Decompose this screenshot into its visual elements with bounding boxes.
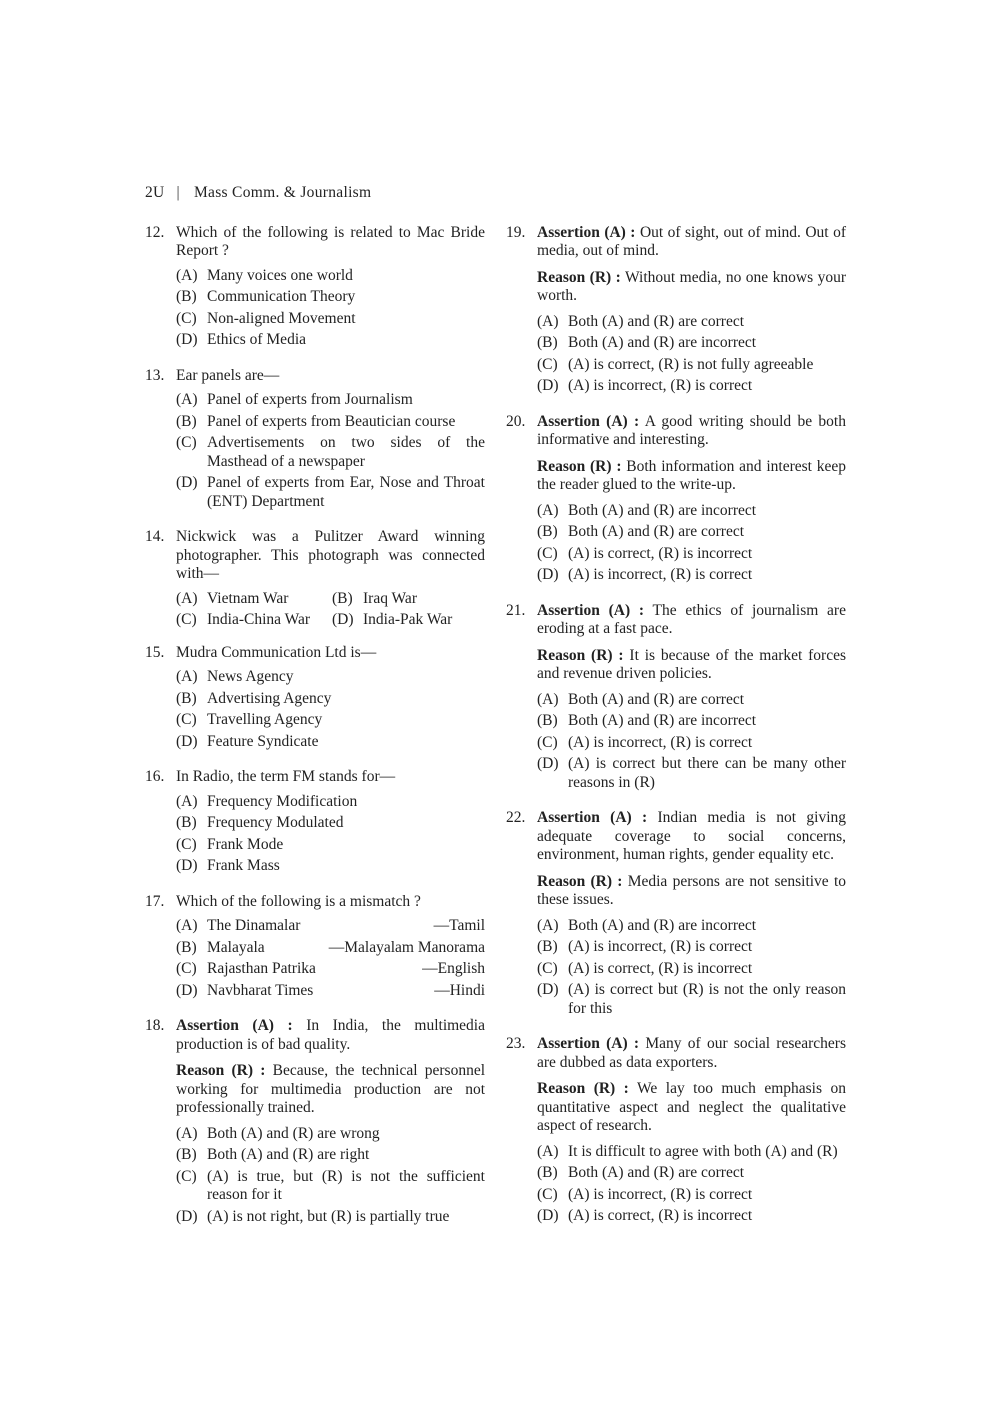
option-label: (B) — [176, 1146, 197, 1163]
option-label: (C) — [176, 434, 197, 451]
option-match-value: —Hindi — [434, 981, 485, 999]
option-label: (C) — [537, 733, 558, 751]
option-label: (C) — [537, 544, 558, 562]
option-item — [176, 611, 332, 630]
option-text: (A) is correct, (R) is incorrect — [568, 1207, 753, 1224]
question-15 — [145, 644, 485, 755]
option-text: Non-aligned Movement — [207, 309, 356, 327]
option-label: (B) — [537, 938, 558, 955]
question-body — [176, 893, 485, 1004]
option-label: (D) — [537, 377, 559, 394]
option-label: (D) — [176, 1207, 198, 1225]
question-body — [537, 602, 846, 796]
option-item — [176, 814, 485, 833]
question-16 — [145, 768, 485, 879]
option-item — [176, 391, 485, 410]
option-label: (A) — [176, 391, 198, 408]
option-label: (D) — [176, 732, 198, 750]
option-item — [537, 960, 846, 979]
assertion-label: Assertion (A) : — [537, 412, 640, 430]
question-body — [176, 528, 485, 630]
option-text: (A) is true, but (R) is not the sufficient reason for it — [207, 1167, 485, 1203]
question-17 — [145, 893, 485, 1004]
page-number-label: 2U — [145, 184, 165, 201]
assertion-text: Indian media is not giving adequate coverage to social concerns, environment, human rights, gender equality etc. — [537, 809, 846, 863]
question-number: 23. — [506, 1035, 526, 1052]
question-12 — [145, 224, 485, 353]
option-item — [537, 734, 846, 753]
option-label: (A) — [537, 312, 559, 330]
option-text: (A) is correct, (R) is incorrect — [568, 544, 753, 562]
question-number: 19. — [506, 223, 526, 241]
question-22 — [506, 809, 846, 1021]
reason-paragraph — [537, 458, 846, 495]
question-19 — [506, 224, 846, 399]
option-label: (B) — [176, 412, 197, 430]
option-label: (B) — [176, 288, 197, 305]
option-text: Both (A) and (R) are incorrect — [568, 712, 757, 729]
option-text: Frequency Modification — [207, 792, 358, 810]
option-text: Navbharat Times — [207, 981, 314, 999]
option-item — [176, 690, 485, 709]
question-body — [176, 644, 485, 755]
option-item — [537, 545, 846, 564]
option-item — [176, 267, 485, 286]
question-number: 15. — [145, 643, 165, 661]
question-body — [537, 413, 846, 588]
option-text: Panel of experts from Journalism — [207, 391, 413, 408]
question-13 — [145, 367, 485, 515]
option-text: Panel of experts from Beautician course — [207, 412, 456, 430]
option-text: Ethics of Media — [207, 331, 307, 348]
option-text: Both (A) and (R) are correct — [568, 312, 745, 330]
option-grid — [176, 590, 485, 630]
question-21 — [506, 602, 846, 796]
reason-text: Without media, no one knows your worth. — [537, 268, 846, 304]
option-item — [176, 793, 485, 812]
option-label: (A) — [176, 589, 198, 607]
option-label: (C) — [537, 1185, 558, 1203]
question-number: 12. — [145, 223, 165, 241]
option-label: (A) — [537, 690, 559, 708]
page-content — [145, 184, 847, 1243]
question-text: Nickwick was a Pulitzer Award winning photographer. This photograph was connected with— — [176, 528, 485, 582]
option-text: (A) is incorrect, (R) is correct — [568, 566, 753, 583]
option-label: (D) — [332, 611, 354, 628]
option-label: (B) — [537, 712, 558, 729]
option-item — [537, 377, 846, 396]
option-text: Communication Theory — [207, 288, 356, 305]
option-label: (A) — [176, 266, 198, 284]
option-label: (D) — [176, 331, 198, 348]
option-text: Panel of experts from Ear, Nose and Throat (ENT) Department — [207, 474, 485, 510]
assertion-paragraph — [537, 809, 846, 865]
assertion-text: Many of our social researchers are dubbed as data exporters. — [537, 1035, 846, 1071]
question-number: 21. — [506, 601, 526, 619]
option-text: Both (A) and (R) are incorrect — [568, 334, 757, 351]
option-label: (C) — [176, 711, 197, 728]
question-body — [176, 768, 485, 879]
question-text: In Radio, the term FM stands for— — [176, 768, 396, 785]
option-label: (D) — [537, 981, 559, 998]
option-text: (A) is correct but there can be many other reasons in (R) — [568, 755, 846, 791]
option-text: Vietnam War — [207, 589, 289, 607]
option-label: (B) — [537, 334, 558, 351]
option-item — [176, 1146, 485, 1165]
assertion-label: Assertion (A) : — [537, 809, 648, 826]
option-text: The Dinamalar — [207, 917, 301, 934]
option-item — [537, 1186, 846, 1205]
option-text: Travelling Agency — [207, 711, 323, 728]
question-number: 18. — [145, 1017, 165, 1034]
assertion-label: Assertion (A) : — [176, 1017, 293, 1034]
question-number: 17. — [145, 892, 165, 910]
option-label: (A) — [537, 501, 559, 519]
question-23 — [506, 1035, 846, 1229]
option-item — [176, 310, 485, 329]
option-item — [176, 668, 485, 687]
option-item — [176, 590, 332, 609]
option-item — [537, 712, 846, 731]
option-text: Both (A) and (R) are incorrect — [568, 916, 757, 934]
reason-paragraph — [176, 1062, 485, 1118]
option-text: (A) is correct, (R) is incorrect — [568, 959, 753, 977]
option-item — [537, 917, 846, 936]
reason-paragraph — [537, 647, 846, 684]
option-item — [176, 711, 485, 730]
option-item — [176, 474, 485, 511]
option-match-value: —Tamil — [433, 917, 485, 934]
reason-text: Both information and interest keep the reader glued to the write-up. — [537, 457, 847, 493]
reason-paragraph — [537, 269, 846, 306]
assertion-label: Assertion (A) : — [537, 223, 636, 241]
option-text: Both (A) and (R) are wrong — [207, 1124, 380, 1142]
option-item — [176, 917, 485, 936]
reason-label: Reason (R) : — [537, 268, 621, 286]
reason-label: Reason (R) : — [537, 872, 623, 890]
reason-text: We lay too much emphasis on quantitative aspect and neglect the qualitative aspect of research. — [537, 1080, 846, 1134]
option-text: (A) is correct, (R) is not fully agreeable — [568, 355, 814, 373]
option-item — [537, 356, 846, 375]
option-label: (B) — [537, 1164, 558, 1181]
option-text: (A) is incorrect, (R) is correct — [568, 1185, 753, 1203]
option-label: (A) — [176, 917, 198, 934]
assertion-text: The ethics of journalism are eroding at a fast pace. — [537, 601, 846, 637]
reason-text: It is because of the market forces and revenue driven policies. — [537, 646, 847, 682]
option-text: Rajasthan Patrika — [207, 960, 316, 977]
question-body — [176, 1017, 485, 1229]
left-column — [145, 224, 485, 1244]
option-match-value: —Malayalam Manorama — [328, 938, 485, 956]
option-label: (A) — [537, 1142, 559, 1160]
option-item — [537, 691, 846, 710]
option-item — [176, 288, 485, 307]
option-label: (A) — [176, 792, 198, 810]
assertion-text: Out of sight, out of mind. Out of media, out of mind. — [537, 223, 846, 259]
option-text: Iraq War — [363, 589, 417, 607]
question-body — [176, 367, 485, 515]
right-column — [506, 224, 846, 1243]
option-text: India-China War — [207, 611, 311, 628]
option-label: (D) — [537, 1207, 559, 1224]
option-item — [537, 502, 846, 521]
option-item — [176, 982, 485, 1001]
option-text: Frank Mass — [207, 857, 280, 874]
question-number: 16. — [145, 768, 165, 785]
option-label: (B) — [176, 689, 197, 707]
question-20 — [506, 413, 846, 588]
option-label: (A) — [176, 668, 198, 685]
assertion-text: A good writing should be both informative and interesting. — [537, 412, 846, 448]
reason-label: Reason (R) : — [537, 457, 622, 475]
option-text: (A) is not right, but (R) is partially true — [207, 1207, 450, 1225]
option-label: (D) — [176, 981, 198, 999]
reason-label: Reason (R) : — [537, 646, 624, 664]
question-14 — [145, 528, 485, 630]
option-item — [176, 857, 485, 876]
option-item — [176, 1125, 485, 1144]
course-title: Mass Comm. & Journalism — [193, 184, 372, 201]
assertion-paragraph — [176, 1017, 485, 1054]
assertion-paragraph — [537, 602, 846, 639]
option-label: (C) — [537, 355, 558, 373]
option-item — [176, 960, 485, 979]
option-match-value: —English — [422, 960, 485, 977]
assertion-text: In India, the multimedia production is of bad quality. — [176, 1017, 485, 1053]
option-item — [537, 1143, 846, 1162]
option-item — [176, 331, 485, 350]
option-text: Malayala — [207, 938, 265, 956]
question-number: 13. — [145, 366, 165, 384]
option-item — [176, 1168, 485, 1205]
option-label: (C) — [176, 611, 197, 628]
option-label: (D) — [537, 566, 559, 583]
option-text: (A) is incorrect, (R) is correct — [568, 377, 753, 394]
header-divider: | — [176, 184, 180, 201]
option-text: Both (A) and (R) are right — [207, 1146, 370, 1163]
option-item — [176, 413, 485, 432]
option-item — [176, 939, 485, 958]
assertion-label: Assertion (A) : — [537, 601, 645, 619]
question-body — [176, 224, 485, 353]
option-label: (A) — [537, 916, 559, 934]
option-label: (B) — [176, 814, 197, 831]
option-text: Feature Syndicate — [207, 732, 319, 750]
question-text: Which of the following is related to Mac Bride Report ? — [176, 223, 485, 259]
option-text: Both (A) and (R) are correct — [568, 690, 745, 708]
option-label: (D) — [537, 755, 559, 772]
option-item — [332, 590, 485, 609]
reason-label: Reason (R) : — [537, 1080, 629, 1097]
option-text: Both (A) and (R) are correct — [568, 1164, 745, 1181]
assertion-paragraph — [537, 1035, 846, 1072]
option-label: (C) — [176, 835, 197, 853]
reason-text: Because, the technical personnel working for multimedia production are not professionally trained. — [176, 1062, 486, 1116]
option-item — [537, 566, 846, 585]
assertion-paragraph — [537, 224, 846, 261]
question-number: 14. — [145, 528, 165, 545]
option-text: Frank Mode — [207, 835, 284, 853]
option-text: (A) is incorrect, (R) is correct — [568, 938, 753, 955]
option-text: News Agency — [207, 668, 294, 685]
option-text: (A) is correct but (R) is not the only reason for this — [568, 981, 846, 1017]
option-item — [176, 434, 485, 471]
assertion-paragraph — [537, 413, 846, 450]
question-text: Mudra Communication Ltd is— — [176, 643, 377, 661]
option-text: Advertising Agency — [207, 689, 332, 707]
option-text: Many voices one world — [207, 266, 353, 284]
option-item — [537, 334, 846, 353]
option-item — [537, 313, 846, 332]
reason-paragraph — [537, 873, 846, 910]
option-text: Both (A) and (R) are incorrect — [568, 501, 757, 519]
question-body — [537, 224, 846, 399]
reason-label: Reason (R) : — [176, 1062, 266, 1079]
question-text: Ear panels are— — [176, 366, 280, 384]
question-number: 20. — [506, 412, 526, 430]
option-item — [537, 981, 846, 1018]
option-text: It is difficult to agree with both (A) and (R) — [568, 1142, 838, 1160]
option-label: (C) — [176, 309, 197, 327]
question-number: 22. — [506, 809, 526, 826]
question-18 — [145, 1017, 485, 1229]
question-body — [537, 809, 846, 1021]
two-column-layout — [145, 224, 847, 1244]
option-item — [537, 523, 846, 542]
option-label: (B) — [332, 589, 353, 607]
option-label: (B) — [537, 523, 558, 540]
option-item — [537, 938, 846, 957]
option-text: Both (A) and (R) are correct — [568, 523, 745, 540]
option-label: (B) — [176, 938, 197, 956]
option-item — [537, 1207, 846, 1226]
option-item — [537, 1164, 846, 1183]
option-label: (C) — [176, 960, 197, 977]
option-label: (C) — [537, 959, 558, 977]
option-text: (A) is incorrect, (R) is correct — [568, 733, 753, 751]
option-label: (D) — [176, 474, 198, 491]
page-header — [145, 184, 847, 203]
question-text: Which of the following is a mismatch ? — [176, 892, 421, 910]
option-text: Frequency Modulated — [207, 814, 344, 831]
option-item — [332, 611, 485, 630]
reason-text: Media persons are not sensitive to these issues. — [537, 872, 847, 908]
option-label: (C) — [176, 1167, 197, 1185]
question-body — [537, 1035, 846, 1229]
option-text: India-Pak War — [363, 611, 453, 628]
option-item — [176, 733, 485, 752]
option-label: (D) — [176, 857, 198, 874]
option-text: Advertisements on two sides of the Masthead of a newspaper — [207, 434, 485, 470]
option-item — [537, 755, 846, 792]
reason-paragraph — [537, 1080, 846, 1136]
option-item — [176, 836, 485, 855]
assertion-label: Assertion (A) : — [537, 1035, 640, 1052]
option-item — [176, 1208, 485, 1227]
option-label: (A) — [176, 1124, 198, 1142]
